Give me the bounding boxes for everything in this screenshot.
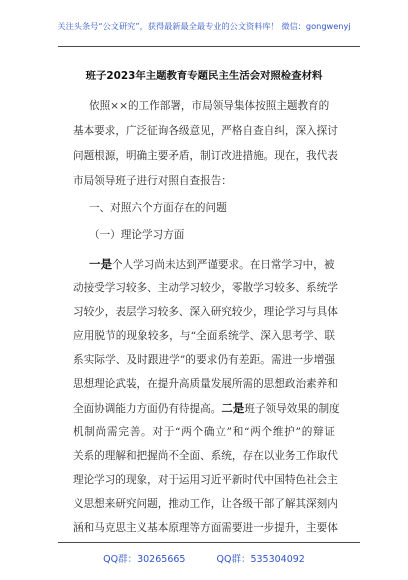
paragraph-1-line-3: 习较少，表层学习较多、深入研究较少，理论学习与具体 xyxy=(73,306,338,318)
footer-qq-group-2: QQ群：535304092 xyxy=(216,554,305,565)
paragraph-2-line-3: 关系的理解和把握尚不全面、系统，存在以业务工作取代 xyxy=(73,450,338,462)
paragraph-2-line-2: 机制尚需完善。对于“两个确立”和“两个维护”的辩证 xyxy=(73,426,335,438)
paragraph-1-first-text: 个人学习尚未达到严谨要求。在日常学习中，被 xyxy=(112,259,335,271)
header-rule xyxy=(58,46,360,47)
paragraph-2-first-text: 班子领导效果的制度 xyxy=(244,403,340,415)
paragraph-1-last-line xyxy=(73,401,340,416)
section-heading: 一、对照六个方面存在的问题 xyxy=(89,202,227,214)
footer-rule xyxy=(58,542,360,543)
intro-line-1: 依照××的工作部署，市局领导集体按照主题教育的 xyxy=(89,100,330,112)
paragraph-2-line-6: 涵和马克思主义基本原理等方面需要进一步提升，主要体 xyxy=(73,522,338,534)
paragraph-1-first-line xyxy=(89,257,334,272)
footer xyxy=(0,551,408,565)
subsection-heading: （一）理论学习方面 xyxy=(89,229,185,241)
intro-line-2: 基本要求，广泛征询各级意见，严格自查自纠，深入探讨 xyxy=(73,125,338,137)
paragraph-1-line-5: 系实际学、及时跟进学”的要求仍有差距。需进一步增强 xyxy=(73,354,335,366)
paragraph-1-line-2: 动接受学习较多、主动学习较少，零散学习较多、系统学 xyxy=(73,282,338,294)
paragraph-1-last-text: 全面协调能力方面仍有待提高。 xyxy=(73,403,222,415)
paragraph-1-line-6: 思想理论武装，在提升高质量发展所需的思想政治素养和 xyxy=(73,378,338,390)
document-title: 班子2023年主题教育专题民主生活会对照检查材料 xyxy=(85,70,323,82)
paragraph-1-line-4: 应用脱节的现象较多，与“全面系统学、深入思考学、联 xyxy=(73,330,335,342)
paragraph-2-line-4: 理论学习的现象，对于运用习近平新时代中国特色社会主 xyxy=(73,474,338,486)
paragraph-2-line-5: 义思想来研究问题，推动工作，让各级干部了解其深刻内 xyxy=(73,498,338,510)
header-note: 关注头条号“公文研究”，获得最新最全最专业的公文资料库！ 微信：gongwenyj xyxy=(57,21,351,31)
paragraph-1-lead: 一是 xyxy=(89,257,112,271)
intro-line-3: 问题根源，明确主要矛盾，制订改进措施。现在，我代表 xyxy=(73,150,338,162)
intro-line-4: 市局领导班子进行对照自查报告： xyxy=(73,175,232,187)
paragraph-2-lead: 二是 xyxy=(221,401,245,415)
footer-qq-group-1: QQ群：30265665 xyxy=(103,554,186,565)
